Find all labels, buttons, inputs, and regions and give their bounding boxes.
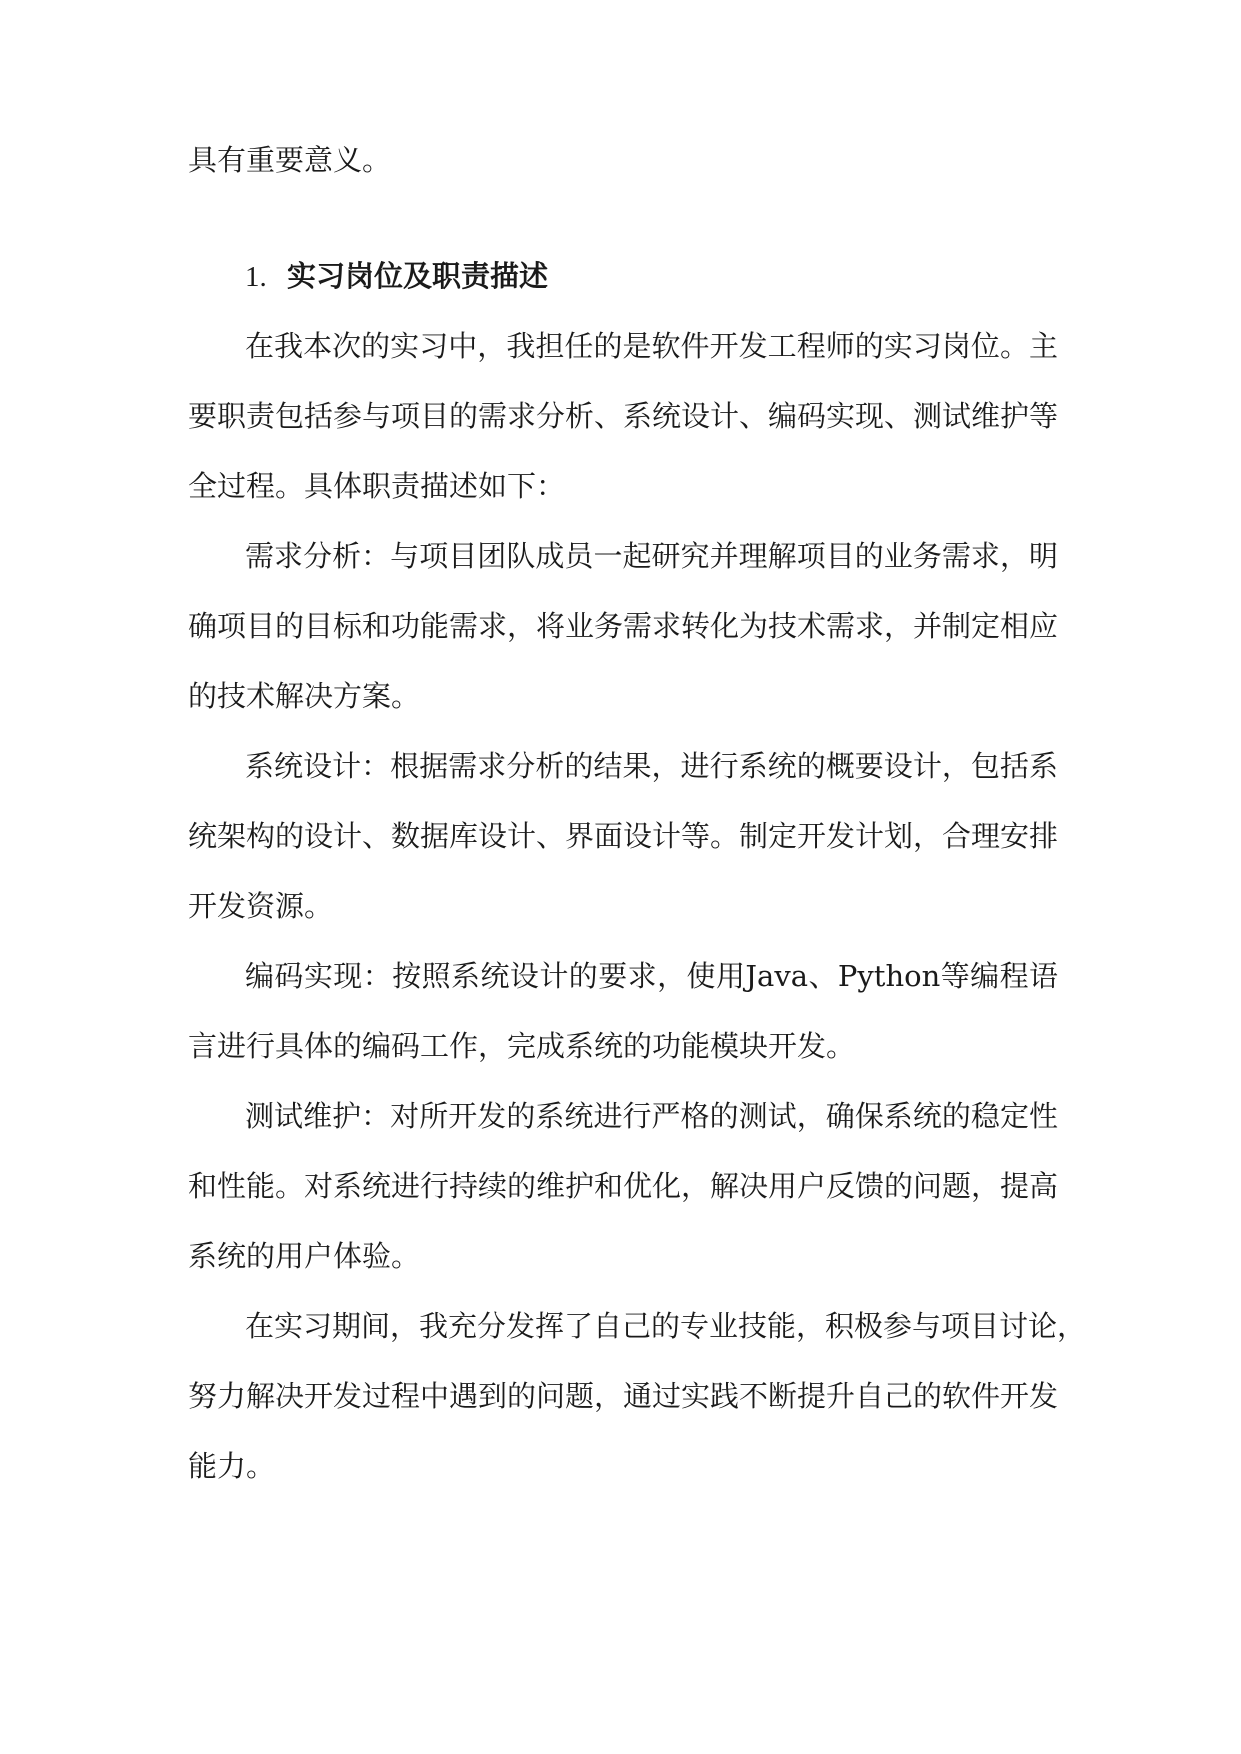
text-line: 确项目的目标和功能需求，将业务需求转化为技术需求，并制定相应 — [188, 609, 1059, 643]
text-line: 努力解决开发过程中遇到的问题，通过实践不断提升自己的软件开发 — [188, 1379, 1059, 1413]
text-line: 的技术解决方案。 — [188, 679, 421, 713]
text-line: 系统设计：根据需求分析的结果，进行系统的概要设计，包括系 — [245, 749, 1058, 783]
text-line: 在实习期间，我充分发挥了自己的专业技能，积极参与项目讨论， — [245, 1309, 1087, 1343]
text-line: 开发资源。 — [188, 889, 334, 923]
text-line: 系统的用户体验。 — [188, 1239, 421, 1273]
text-line: 具有重要意义。 — [188, 143, 392, 177]
text-line: 能力。 — [188, 1449, 276, 1483]
heading-number: 1. — [245, 261, 267, 293]
text-line: 编码实现：按照系统设计的要求，使用Java、Python等编程语 — [245, 959, 1058, 993]
text-line: 要职责包括参与项目的需求分析、系统设计、编码实现、测试维护等 — [188, 399, 1059, 433]
text-line: 在我本次的实习中，我担任的是软件开发工程师的实习岗位。主 — [245, 329, 1058, 363]
heading-title: 实习岗位及职责描述 — [287, 259, 549, 293]
text-line: 言进行具体的编码工作，完成系统的功能模块开发。 — [188, 1029, 856, 1063]
section-heading — [245, 256, 548, 297]
text-line: 需求分析：与项目团队成员一起研究并理解项目的业务需求，明 — [245, 539, 1058, 573]
text-line: 统架构的设计、数据库设计、界面设计等。制定开发计划，合理安排 — [188, 819, 1059, 853]
text-line: 测试维护：对所开发的系统进行严格的测试，确保系统的稳定性 — [245, 1099, 1058, 1133]
text-line: 全过程。具体职责描述如下： — [188, 469, 566, 503]
text-line: 和性能。对系统进行持续的维护和优化，解决用户反馈的问题，提高 — [188, 1169, 1059, 1203]
